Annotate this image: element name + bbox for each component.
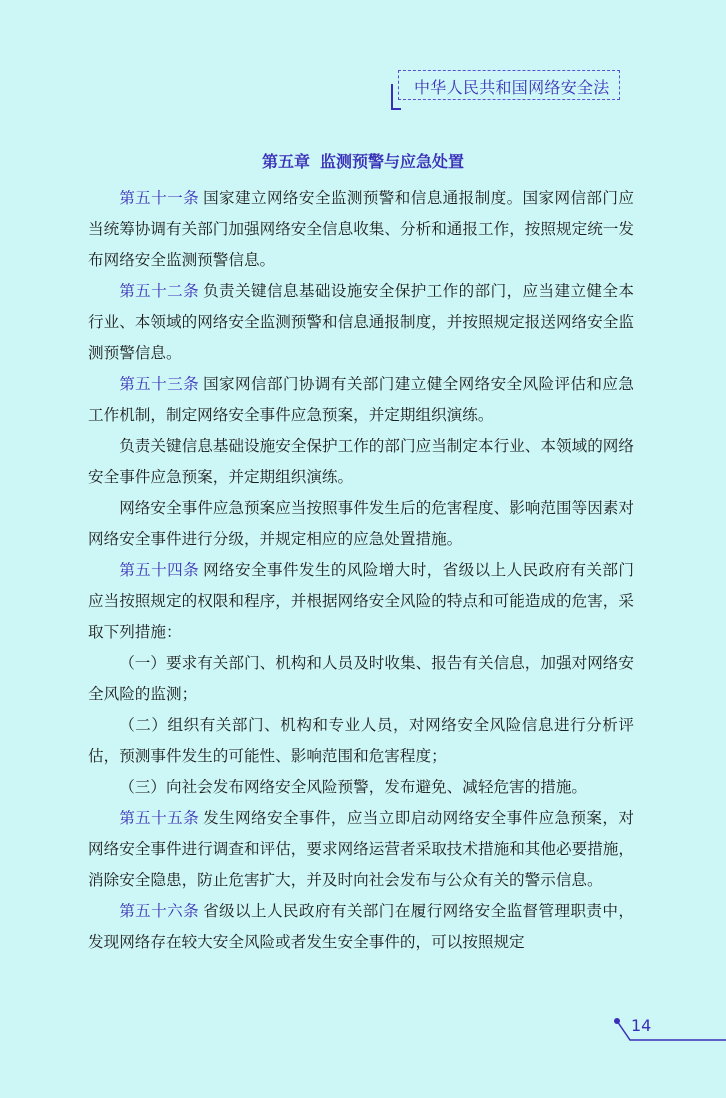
running-header-title: 中华人民共和国网络安全法	[414, 78, 610, 97]
page-number: 14	[631, 1016, 652, 1035]
paragraph-text: （二）组织有关部门、机构和专业人员，对网络安全风险信息进行分析评估，预测事件发生的可能性、影响范围和危害程度；	[88, 716, 634, 765]
paragraph-text: 负责关键信息基础设施安全保护工作的部门应当制定本行业、本领域的网络安全事件应急预案，并定期组织演练。	[88, 437, 634, 486]
paragraph-text: 省级以上人民政府有关部门在履行网络安全监督管理职责中，发现网络存在较大安全风险或者发生安全事件的，可以按照规定	[88, 902, 634, 951]
article-number: 第五十五条	[119, 809, 200, 827]
paragraph-text: 国家建立网络安全监测预警和信息通报制度。国家网信部门应当统筹协调有关部门加强网络安全信息收集、分析和通报工作，按照规定统一发布网络安全监测预警信息。	[88, 189, 634, 269]
paragraph-text: 国家网信部门协调有关部门建立健全网络安全风险评估和应急工作机制，制定网络安全事件应急预案，并定期组织演练。	[88, 375, 634, 424]
paragraph-text: 网络安全事件发生的风险增大时，省级以上人民政府有关部门应当按照规定的权限和程序，并根据网络安全风险的特点和可能造成的危害，采取下列措施：	[88, 561, 634, 641]
article-number: 第五十二条	[119, 282, 200, 300]
paragraph-text: （一）要求有关部门、机构和人员及时收集、报告有关信息，加强对网络安全风险的监测；	[88, 654, 634, 703]
chapter-number: 第五章	[261, 152, 310, 171]
paragraph-text: 发生网络安全事件，应当立即启动网络安全事件应急预案，对网络安全事件进行调查和评估，要求网络运营者采取技术措施和其他必要措施，消除安全隐患，防止危害扩大，并及时向社会发布与公众有关的警示信息。	[88, 809, 634, 889]
paragraph-text: 负责关键信息基础设施安全保护工作的部门，应当建立健全本行业、本领域的网络安全监测预警和信息通报制度，并按照规定报送网络安全监测预警信息。	[88, 282, 634, 362]
footer-dot-decoration	[614, 1018, 620, 1024]
article-number: 第五十三条	[119, 375, 200, 393]
paragraph-text: 网络安全事件应急预案应当按照事件发生后的危害程度、影响范围等因素对网络安全事件进行分级，并规定相应的应急处置措施。	[88, 499, 634, 548]
article-number: 第五十六条	[119, 902, 200, 920]
chapter-title: 监测预警与应急处置	[320, 152, 465, 171]
article-number: 第五十四条	[119, 561, 200, 579]
article-number: 第五十一条	[119, 189, 200, 207]
paragraph-text: （三）向社会发布网络安全风险预警，发布避免、减轻危害的措施。	[119, 778, 588, 796]
